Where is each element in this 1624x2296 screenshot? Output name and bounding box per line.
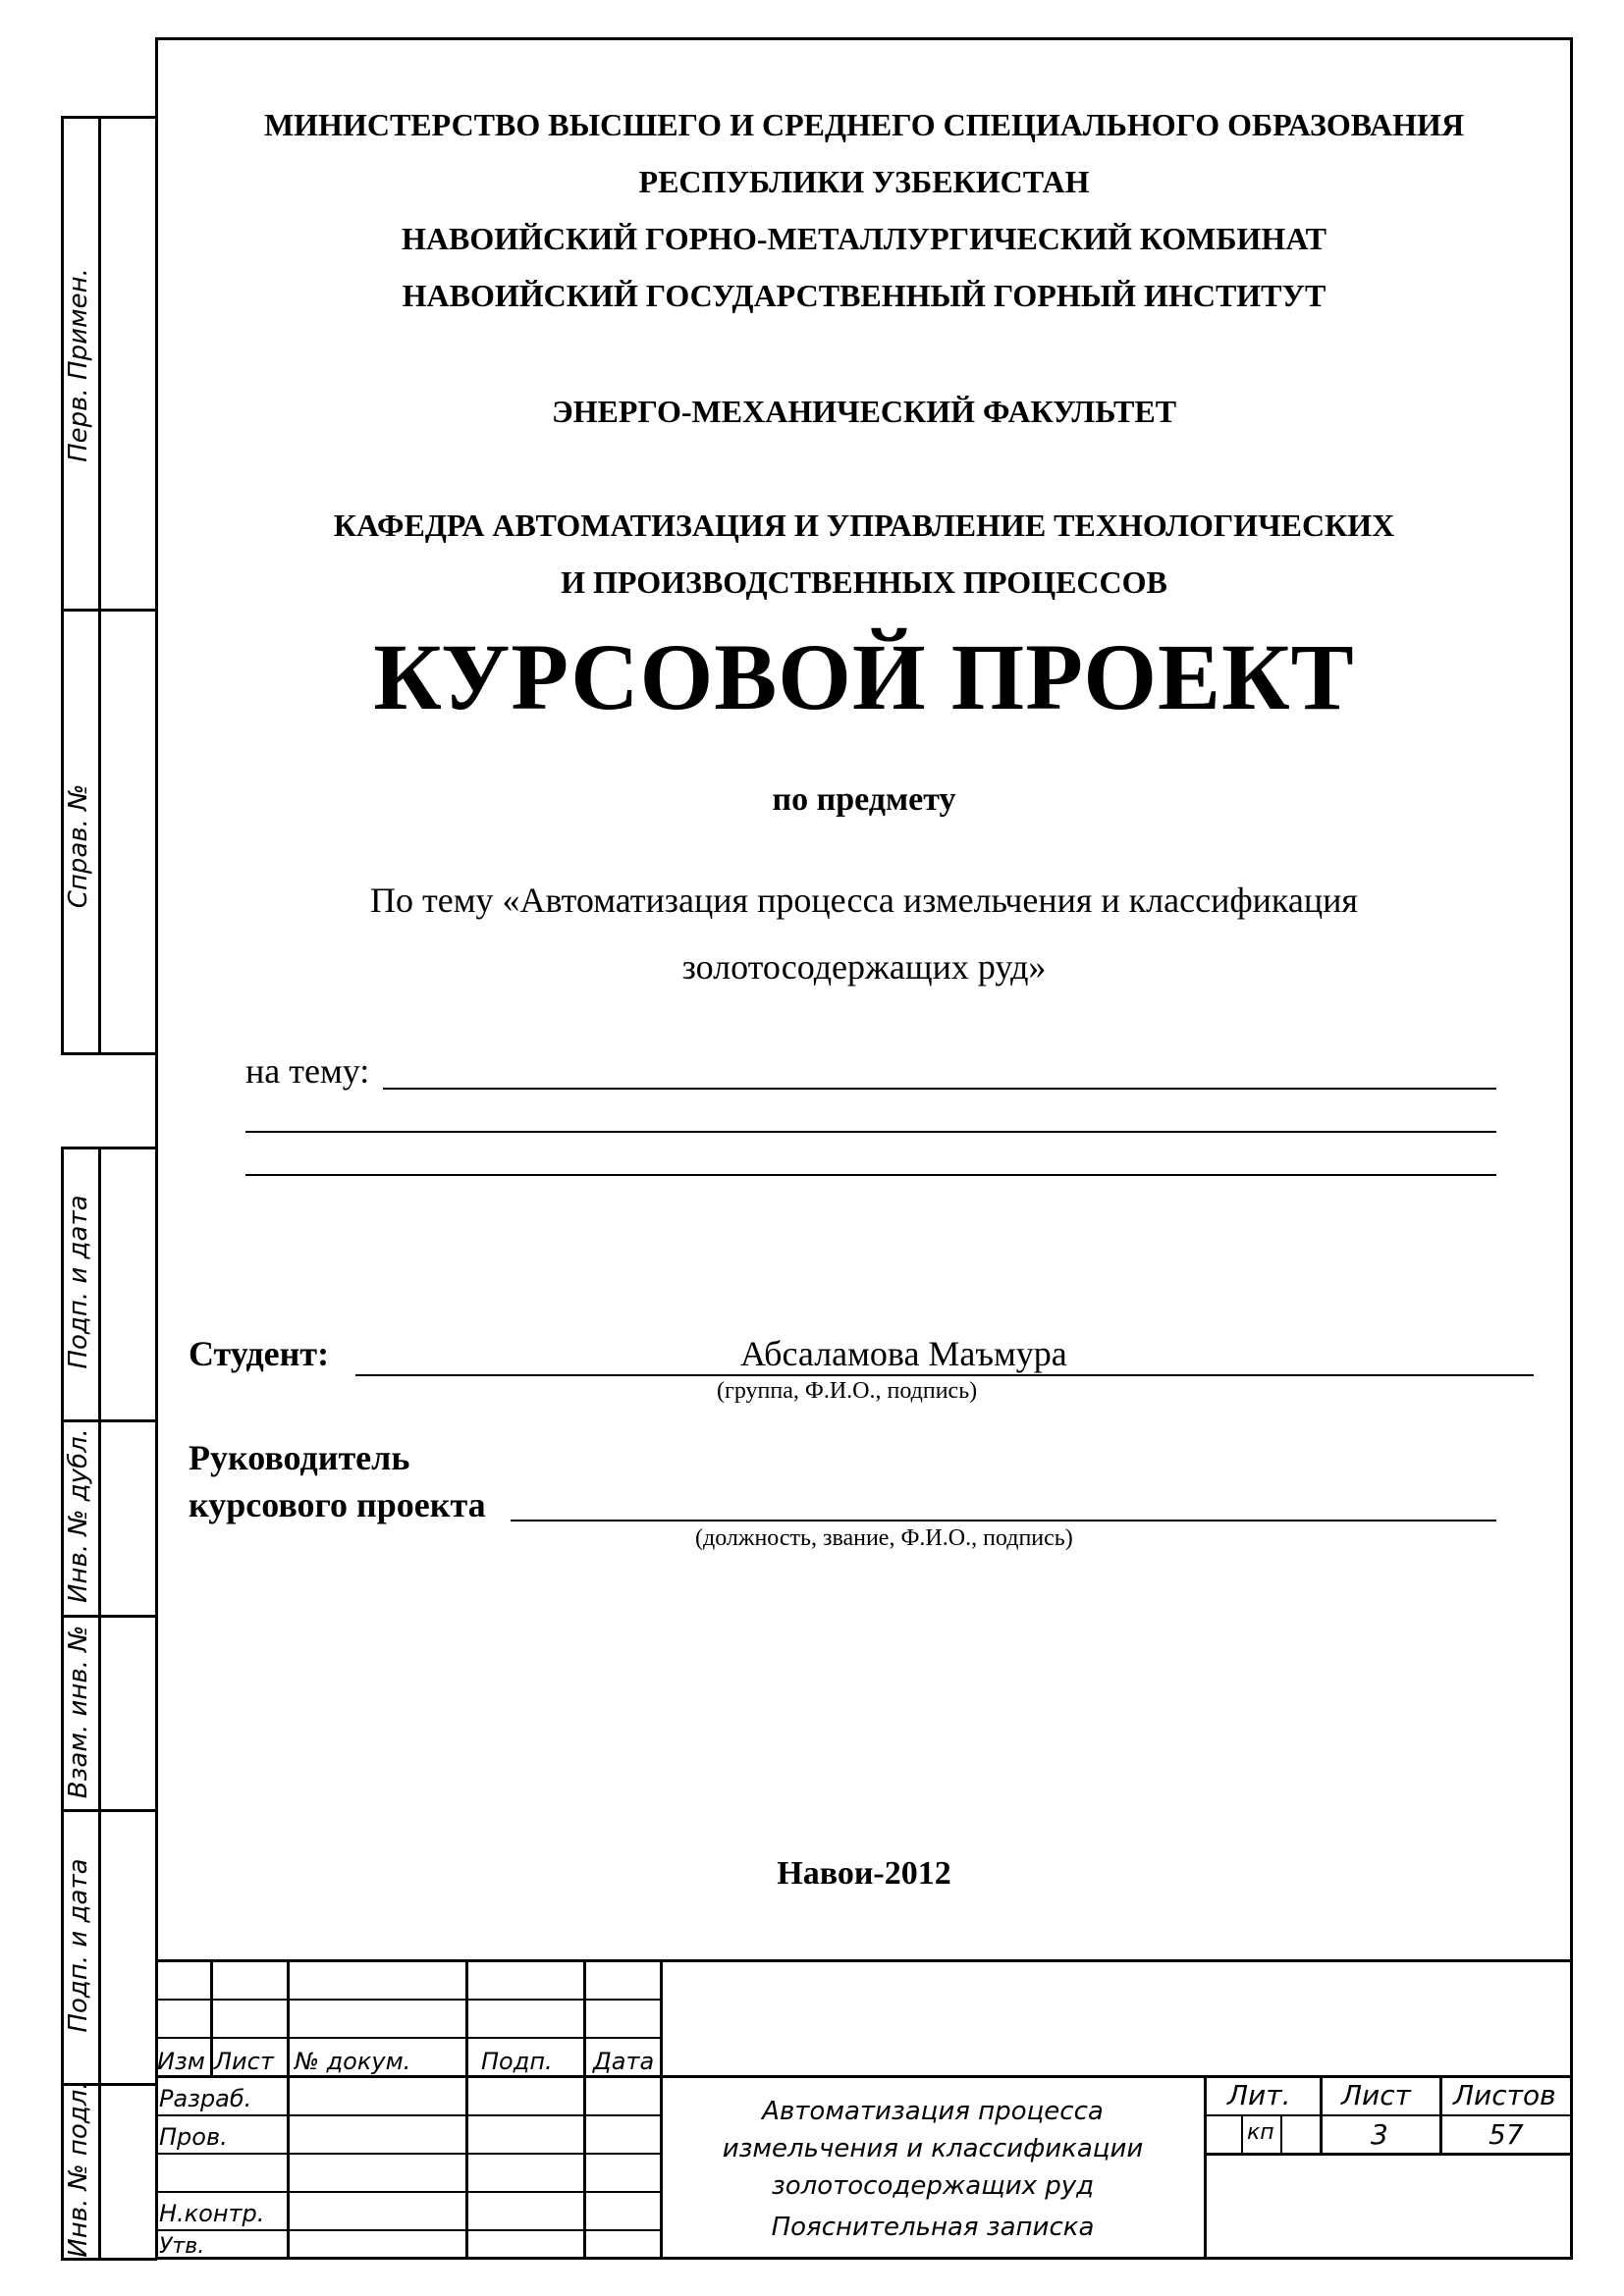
side-label-sprav: Справ. № bbox=[64, 783, 93, 909]
side-label-podp-data-2: Подп. и дата bbox=[64, 1858, 93, 2033]
stamp-list-value: 3 bbox=[1371, 2118, 1388, 2151]
topic-line-1: По тему «Автоматизация процесса измельчения и классификация bbox=[370, 881, 1358, 920]
header-institute: НАВОИЙСКИЙ ГОСУДАРСТВЕННЫЙ ГОРНЫЙ ИНСТИТУТ bbox=[402, 278, 1326, 313]
stamp-list: Лист bbox=[214, 2048, 274, 2075]
supervisor-label-1: Руководитель bbox=[189, 1438, 410, 1477]
student-name: Абсаламова Маъмура bbox=[740, 1334, 1067, 1373]
theme-underline-2 bbox=[245, 1131, 1496, 1133]
city-year: Навои-2012 bbox=[777, 1855, 951, 1892]
theme-underline-1 bbox=[383, 1088, 1496, 1090]
faculty-name: ЭНЕРГО-МЕХАНИЧЕСКИЙ ФАКУЛЬТЕТ bbox=[551, 394, 1177, 429]
stamp-list-label: Лист bbox=[1341, 2079, 1411, 2111]
theme-underline-3 bbox=[245, 1174, 1496, 1176]
stamp-doc-title-1: Автоматизация процесса bbox=[762, 2097, 1104, 2126]
department-line-1: КАФЕДРА АВТОМАТИЗАЦИЯ И УПРАВЛЕНИЕ ТЕХНОЛОГИЧЕСКИХ bbox=[333, 507, 1395, 543]
document-title: КУРСОВОЙ ПРОЕКТ bbox=[373, 624, 1355, 729]
stamp-razrab: Разраб. bbox=[159, 2085, 252, 2112]
supervisor-hint: (должность, звание, Ф.И.О., подпись) bbox=[695, 1525, 1073, 1551]
header-combine: НАВОИЙСКИЙ ГОРНО-МЕТАЛЛУРГИЧЕСКИЙ КОМБИНАТ bbox=[402, 221, 1326, 256]
stamp-doc-title-3: золотосодержащих руд bbox=[771, 2171, 1095, 2201]
student-underline bbox=[355, 1374, 1534, 1376]
side-label-inv-podl: Инв. № подл. bbox=[64, 2081, 93, 2258]
stamp-izm: Изм bbox=[157, 2048, 205, 2075]
supervisor-underline bbox=[511, 1520, 1496, 1522]
page-frame bbox=[155, 37, 1573, 2260]
stamp-prov: Пров. bbox=[159, 2123, 228, 2151]
side-label-inv-dubl: Инв. № дубл. bbox=[64, 1428, 93, 1603]
subject-label: по предмету bbox=[772, 781, 956, 818]
header-ministry: МИНИСТЕРСТВО ВЫСШЕГО И СРЕДНЕГО СПЕЦИАЛЬНОГО ОБРАЗОВАНИЯ bbox=[263, 107, 1465, 142]
stamp-listov-label: Листов bbox=[1453, 2079, 1556, 2111]
stamp-podp: Подп. bbox=[481, 2048, 553, 2075]
stamp-nkontr: Н.контр. bbox=[159, 2200, 265, 2227]
side-label-podp-data: Подп. и дата bbox=[64, 1195, 93, 1369]
stamp-utv: Утв. bbox=[159, 2234, 205, 2259]
stamp-lit-label: Лит. bbox=[1227, 2079, 1291, 2111]
stamp-listov-value: 57 bbox=[1489, 2118, 1524, 2151]
stamp-data: Дата bbox=[593, 2048, 655, 2075]
stamp-doc-title-2: измельчения и классификации bbox=[722, 2134, 1144, 2163]
student-label: Студент: bbox=[189, 1334, 330, 1373]
header-republic: РЕСПУБЛИКИ УЗБЕКИСТАН bbox=[638, 164, 1090, 199]
stamp-doc-no: № докум. bbox=[295, 2048, 411, 2075]
student-hint: (группа, Ф.И.О., подпись) bbox=[717, 1378, 978, 1404]
side-label-vzam-inv: Взам. инв. № bbox=[64, 1625, 93, 1799]
topic-line-2: золотосодержащих руд» bbox=[681, 947, 1047, 987]
stamp-doc-title-4: Пояснительная записка bbox=[771, 2213, 1095, 2242]
department-line-2: И ПРОИЗВОДСТВЕННЫХ ПРОЦЕССОВ bbox=[561, 564, 1167, 600]
side-label-perv-primen: Перв. Примен. bbox=[64, 268, 93, 462]
stamp-lit-value: кп bbox=[1247, 2120, 1274, 2145]
supervisor-label-2: курсового проекта bbox=[189, 1485, 486, 1524]
theme-label: на тему: bbox=[245, 1051, 370, 1091]
